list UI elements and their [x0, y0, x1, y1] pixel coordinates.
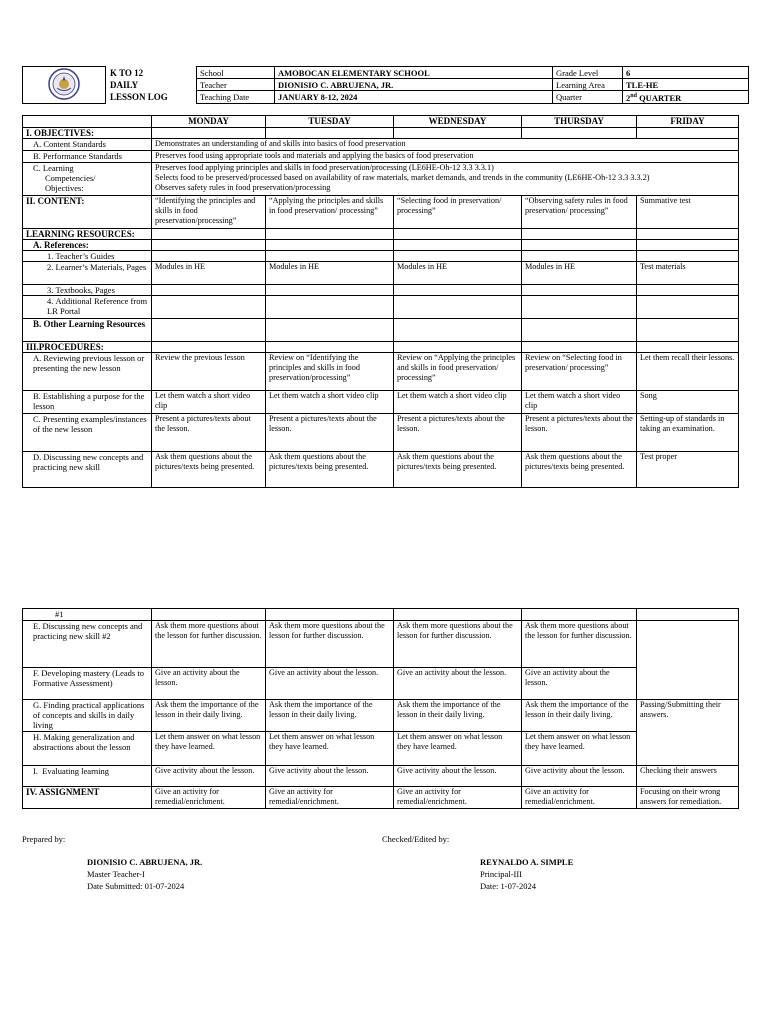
procedure-f-label: F. Developing mastery (Leads to Formative Assessment): [23, 668, 152, 700]
quarter-value: 2nd QUARTER: [623, 91, 749, 104]
learners-materials-label: 2. Learner’s Materials, Pages: [23, 262, 152, 285]
procedure-c-label: C. Presenting examples/instances of the new lesson: [23, 414, 152, 452]
procedure-e-label: E. Discussing new concepts and practicing new skill #2: [23, 621, 152, 668]
competencies-label: C. Learning Competencies/ Objectives:: [23, 163, 152, 196]
day-header-row: [23, 116, 739, 128]
proc-g-wednesday: Ask them the importance of the lesson in their daily living.: [394, 700, 522, 732]
procedure-b-label: B. Establishing a purpose for the lesson: [23, 391, 152, 414]
content-heading: II. CONTENT:: [23, 196, 152, 229]
lm-monday: Modules in HE: [152, 262, 266, 285]
date-value: JANUARY 8-12, 2024: [275, 91, 553, 104]
proc-a-tuesday: Review on “Identifying the principles and skills in food preservation/processing”: [266, 353, 394, 391]
prepared-date: Date Submitted: 01-07-2024: [87, 881, 185, 891]
day-wednesday: WEDNESDAY: [394, 116, 522, 128]
procedure-d-label: D. Discussing new concepts and practicing new skill: [23, 452, 152, 488]
proc-gh-friday: Passing/Submitting their answers.: [637, 700, 739, 766]
proc-h-wednesday: Let them answer on what lesson they have learned.: [394, 732, 522, 766]
proc-c-wednesday: Present a pictures/texts about the lesson.: [394, 414, 522, 452]
content-tuesday: “Applying the principles and skills in food preservation/ processing”: [266, 196, 394, 229]
assignment-heading: IV. ASSIGNMENT: [23, 787, 152, 809]
school-label: School: [197, 67, 275, 79]
proc-f-monday: Give an activity about the lesson.: [152, 668, 266, 700]
proc-a-thursday: Review on “Selecting food in preservation/ processing”: [522, 353, 637, 391]
lm-tuesday: Modules in HE: [266, 262, 394, 285]
procedures-heading: III.PROCEDURES:: [23, 342, 152, 353]
grade-label: Grade Level: [553, 67, 623, 79]
proc-i-tuesday: Give activity about the lesson.: [266, 766, 394, 787]
school-value: AMOBOCAN ELEMENTARY SCHOOL: [275, 67, 553, 79]
grade-value: 6: [623, 67, 749, 79]
proc-d-monday: Ask them questions about the pictures/texts being presented.: [152, 452, 266, 488]
checked-title: Principal-III: [480, 869, 523, 879]
lesson-table-continued: [22, 608, 739, 809]
proc-f-wednesday: Give an activity about the lesson.: [394, 668, 522, 700]
competencies: Preserves food applying principles and skills in food preservation/processing (LE6HE-Oh-12 3.3 3.3.1) Selects food to be preserved/processed based on availability of raw materials, market demands, and trends in the community (LE6HE-Oh-12 3.3 3.3.2) Observes safety rules in food preservation/processing: [152, 163, 739, 196]
header-table: [22, 66, 749, 104]
proc-b-thursday: Let them watch a short video clip: [522, 391, 637, 414]
procedure-a-label: A. Reviewing previous lesson or presenting the new lesson: [23, 353, 152, 391]
checked-by-label: Checked/Edited by:: [382, 834, 450, 844]
content-monday: “Identifying the principles and skills in food preservation/processing”: [152, 196, 266, 229]
teachers-guides-label: 1. Teacher’s Guides: [23, 251, 152, 262]
references-label: A. References:: [23, 240, 152, 251]
procedure-g-label: G. Finding practical applications of concepts and skills in daily living: [23, 700, 152, 732]
proc-f-tuesday: Give an activity about the lesson.: [266, 668, 394, 700]
proc-i-wednesday: Give activity about the lesson.: [394, 766, 522, 787]
assign-monday: Give an activity for remedial/enrichment.: [152, 787, 266, 809]
proc-e-tuesday: Ask them more questions about the lesson for further discussion.: [266, 621, 394, 668]
content-standards: Demonstrates an understanding of and skills into basics of food preservation: [152, 139, 739, 151]
content-wednesday: “Selecting food in preservation/ processing”: [394, 196, 522, 229]
procedure-d-label-cont: #1: [23, 609, 152, 621]
assign-friday: Focusing on their wrong answers for remediation.: [637, 787, 739, 809]
day-thursday: THURSDAY: [522, 116, 637, 128]
proc-a-wednesday: Review on “Applying the principles and skills in food preservation/ processing”: [394, 353, 522, 391]
day-tuesday: TUESDAY: [266, 116, 394, 128]
day-monday: MONDAY: [152, 116, 266, 128]
proc-e-wednesday: Ask them more questions about the lesson for further discussion.: [394, 621, 522, 668]
other-resources-label: B. Other Learning Resources: [23, 319, 152, 342]
date-label: Teaching Date: [197, 91, 275, 104]
proc-d-friday: Test proper: [637, 452, 739, 488]
proc-c-friday: Setting-up of standards in taking an examination.: [637, 414, 739, 452]
seal-icon: [48, 68, 80, 100]
content-standards-label: A. Content Standards: [23, 139, 152, 151]
log-title: K TO 12 DAILY LESSON LOG: [110, 67, 168, 102]
checked-date: Date: 1-07-2024: [480, 881, 536, 891]
checked-name: REYNALDO A. SIMPLE: [480, 857, 574, 867]
assign-thursday: Give an activity for remedial/enrichment.: [522, 787, 637, 809]
proc-e-thursday: Ask them more questions about the lesson for further discussion.: [522, 621, 637, 668]
lm-thursday: Modules in HE: [522, 262, 637, 285]
proc-i-friday: Checking their answers: [637, 766, 739, 787]
content-thursday: “Observing safety rules in food preservation/ processing”: [522, 196, 637, 229]
day-friday: FRIDAY: [637, 116, 739, 128]
proc-d-tuesday: Ask them questions about the pictures/texts being presented.: [266, 452, 394, 488]
performance-standards: Preserves food using appropriate tools and materials and applying the basics of food preservation: [152, 151, 739, 163]
proc-h-monday: Let them answer on what lesson they have learned.: [152, 732, 266, 766]
textbooks-label: 3. Textbooks, Pages: [23, 285, 152, 296]
proc-g-thursday: Ask them the importance of the lesson in their daily living.: [522, 700, 637, 732]
deped-seal: [23, 67, 106, 104]
teacher-label: Teacher: [197, 79, 275, 91]
lm-wednesday: Modules in HE: [394, 262, 522, 285]
teacher-value: DIONISIO C. ABRUJENA, JR.: [275, 79, 553, 91]
lesson-table: [22, 115, 739, 488]
proc-i-monday: Give activity about the lesson.: [152, 766, 266, 787]
proc-i-thursday: Give activity about the lesson.: [522, 766, 637, 787]
proc-h-thursday: Let them answer on what lesson they have learned.: [522, 732, 637, 766]
proc-ef-friday: [637, 621, 739, 700]
prepared-title: Master Teacher-I: [87, 869, 145, 879]
prepared-by-block: [87, 856, 202, 892]
proc-b-friday: Song: [637, 391, 739, 414]
content-friday: Summative test: [637, 196, 739, 229]
quarter-label: Quarter: [553, 91, 623, 104]
proc-d-thursday: Ask them questions about the pictures/texts being presented.: [522, 452, 637, 488]
procedure-i-label: I. Evaluating learning: [23, 766, 152, 787]
assign-wednesday: Give an activity for remedial/enrichment.: [394, 787, 522, 809]
proc-f-thursday: Give an activity about the lesson.: [522, 668, 637, 700]
proc-g-monday: Ask them the importance of the lesson in their daily living.: [152, 700, 266, 732]
proc-c-tuesday: Present a pictures/texts about the lesson.: [266, 414, 394, 452]
procedure-h-label: H. Making generalization and abstractions about the lesson: [23, 732, 152, 766]
resources-heading: LEARNING RESOURCES:: [23, 229, 152, 240]
assign-tuesday: Give an activity for remedial/enrichment.: [266, 787, 394, 809]
checked-by-block: [480, 856, 573, 892]
performance-standards-label: B. Performance Standards: [23, 151, 152, 163]
proc-h-tuesday: Let them answer on what lesson they have learned.: [266, 732, 394, 766]
proc-d-wednesday: Ask them questions about the pictures/texts being presented.: [394, 452, 522, 488]
proc-a-monday: Review the previous lesson: [152, 353, 266, 391]
proc-g-tuesday: Ask them the importance of the lesson in their daily living.: [266, 700, 394, 732]
proc-b-tuesday: Let them watch a short video clip: [266, 391, 394, 414]
area-value: TLE-HE: [623, 79, 749, 91]
proc-e-monday: Ask them more questions about the lesson for further discussion.: [152, 621, 266, 668]
area-label: Learning Area: [553, 79, 623, 91]
proc-c-thursday: Present a pictures/texts about the lesson.: [522, 414, 637, 452]
additional-reference-label: 4. Additional Reference from LR Portal: [23, 296, 152, 319]
proc-a-friday: Let them recall their lessons.: [637, 353, 739, 391]
lm-friday: Test materials: [637, 262, 739, 285]
prepared-name: DIONISIO C. ABRUJENA, JR.: [87, 857, 203, 867]
objectives-heading: I. OBJECTIVES:: [23, 128, 152, 139]
proc-c-monday: Present a pictures/texts about the lesson.: [152, 414, 266, 452]
prepared-by-label: Prepared by:: [22, 834, 66, 844]
proc-b-monday: Let them watch a short video clip: [152, 391, 266, 414]
proc-b-wednesday: Let them watch a short video clip: [394, 391, 522, 414]
